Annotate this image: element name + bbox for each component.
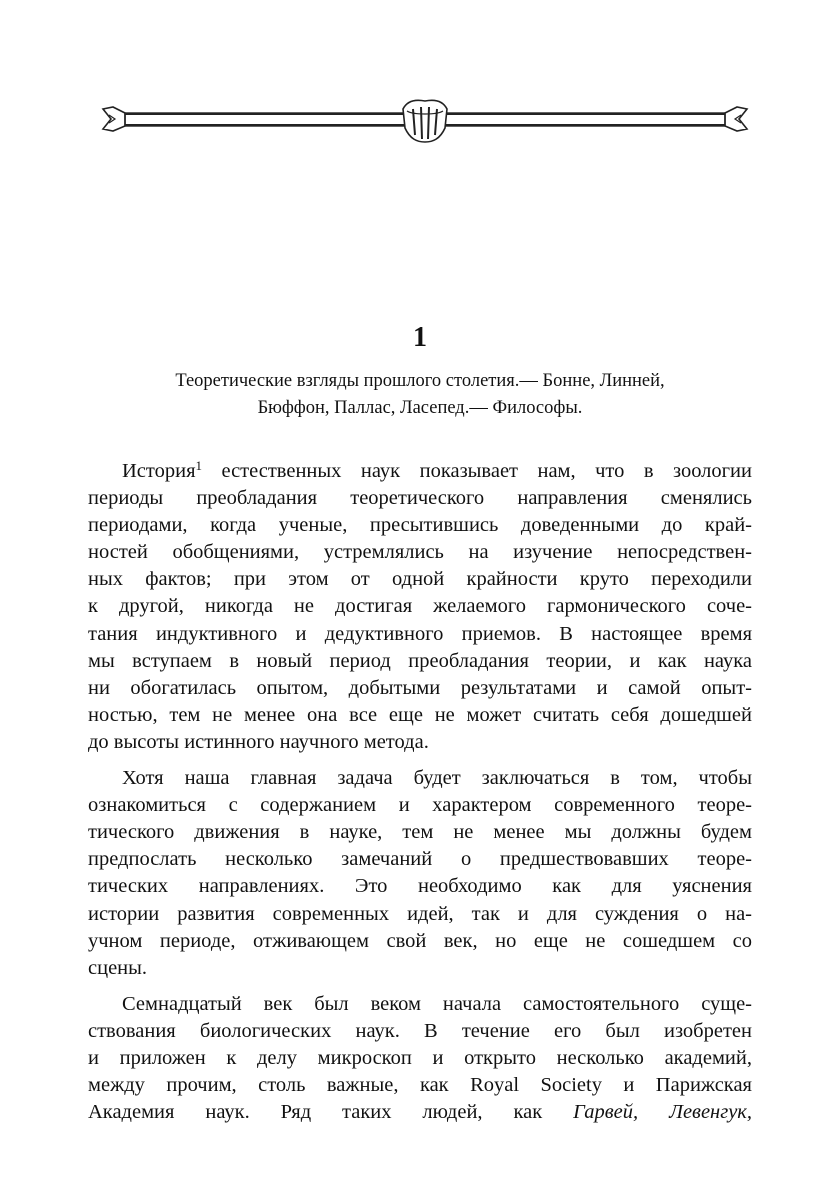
text-line: Семнадцатый век был веком начала самостоятельного суще- <box>122 992 752 1015</box>
text-line: ознакомиться с содержанием и характером современного теоре- <box>88 794 752 817</box>
text-line: предпослать несколько замечаний о предшествовавших теоре- <box>88 848 752 871</box>
text-line: История$^1$ естественных наук показывает нам, что в зоологии <box>122 458 753 482</box>
paragraph <box>88 765 752 982</box>
subtitle-line: Бюффон, Паллас, Ласепед.— Философы. <box>257 398 583 418</box>
decorative-header-rule <box>95 95 755 155</box>
text-line: до высоты истинного научного метода. <box>88 730 429 753</box>
text-line: ствования биологических наук. В течение его был изобретен <box>88 1019 752 1042</box>
text-line: тических направлениях. Это необходимо как для уяснения <box>88 875 752 898</box>
text-line: ных фактов; при этом от одной крайности круто переходили <box>88 568 752 591</box>
text-line: сцены. <box>88 956 148 979</box>
text-line: Академия наук. Ряд таких людей, как Гарвей, Левенгук, <box>88 1101 753 1124</box>
text-line: учном периоде, отживающем свой век, но еще не сошедшем со <box>88 929 752 952</box>
text-line: периоды преобладания теоретического направления сменялись <box>88 487 752 510</box>
chapter-number: 1 <box>413 322 427 353</box>
subtitle-line: Теоретические взгляды прошлого столетия.— Бонне, Линней, <box>175 371 665 391</box>
text-line: ностей обобщениями, устремлялись на изучение непосредствен- <box>88 541 752 564</box>
footnote-marker: 1 <box>195 458 202 473</box>
text-line: между прочим, столь важные, как Royal Society и Парижская <box>88 1074 752 1097</box>
text-line: тания индуктивного и дедуктивного приемов. В настоящее время <box>88 622 752 645</box>
text-line: тического движения в науке, тем не менее мы должны будем <box>88 821 752 844</box>
italic-name: Левенгук, <box>669 1101 753 1124</box>
body-text <box>88 458 752 1135</box>
text-line: периодами, когда ученые, пресытившись доведенными до край- <box>88 514 752 537</box>
text-line: к другой, никогда не достигая желаемого гармонического соче- <box>88 595 752 618</box>
paragraph <box>88 991 752 1126</box>
text-line: ностью, тем не менее она все еще не может считать себя дошедшей <box>88 703 752 726</box>
chapter-subtitle <box>120 368 720 422</box>
text-line: и приложен к делу микроскоп и открыто несколько академий, <box>88 1046 752 1069</box>
paragraph <box>88 458 752 756</box>
text-line: Хотя наша главная задача будет заключаться в том, чтобы <box>122 767 752 790</box>
text-line: ни обогатилась опытом, добытыми результатами и самой опыт- <box>88 676 752 699</box>
italic-name: Гарвей, <box>573 1101 639 1124</box>
text-line: истории развития современных идей, так и для суждения о на- <box>88 902 752 925</box>
text-line: мы вступаем в новый период преобладания теории, и как наука <box>88 649 752 672</box>
